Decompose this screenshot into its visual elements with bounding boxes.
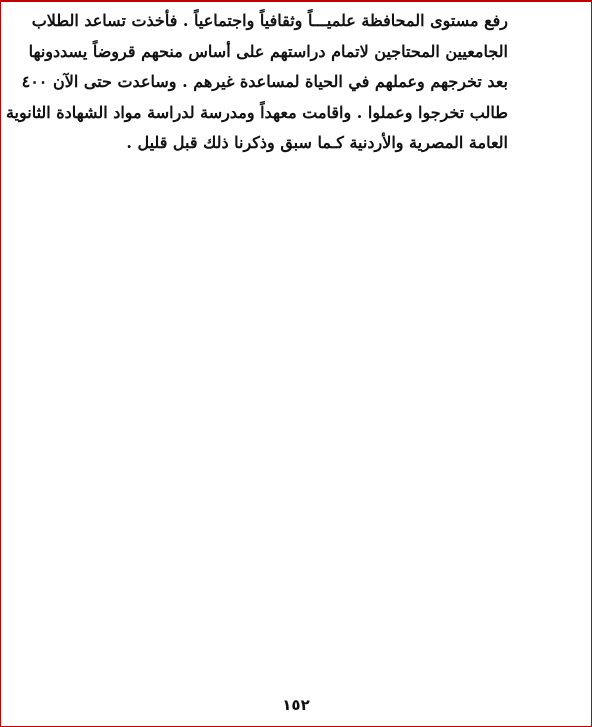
paragraph-line-3: بعد تخرجهم وعملهم في الحياة لمساعدة غيرهم . وساعدت حتى الآن ٤٠٠ — [21, 72, 508, 91]
paragraph-line-4: طالب تخرجوا وعملوا . واقامت معهداً ومدرسة لدراسة مواد الشهادة الثانوية — [5, 102, 508, 122]
paragraph-line-1: رفع مستوى المحافظة علميـــاً وثقافياً واجتماعياً . فأخذت تساعد الطلاب — [31, 11, 508, 30]
paragraph — [5, 6, 508, 159]
page-number: ١٥٢ — [282, 696, 310, 714]
paragraph-line-5: العامة المصرية والأردنية كـما سبق وذكرنا ذلك قبل قليل . — [126, 133, 508, 152]
paragraph-line-2: الجامعيين المحتاجين لاتمام دراستهم على أساس منحهم قروضاً يسددونها — [28, 41, 508, 61]
